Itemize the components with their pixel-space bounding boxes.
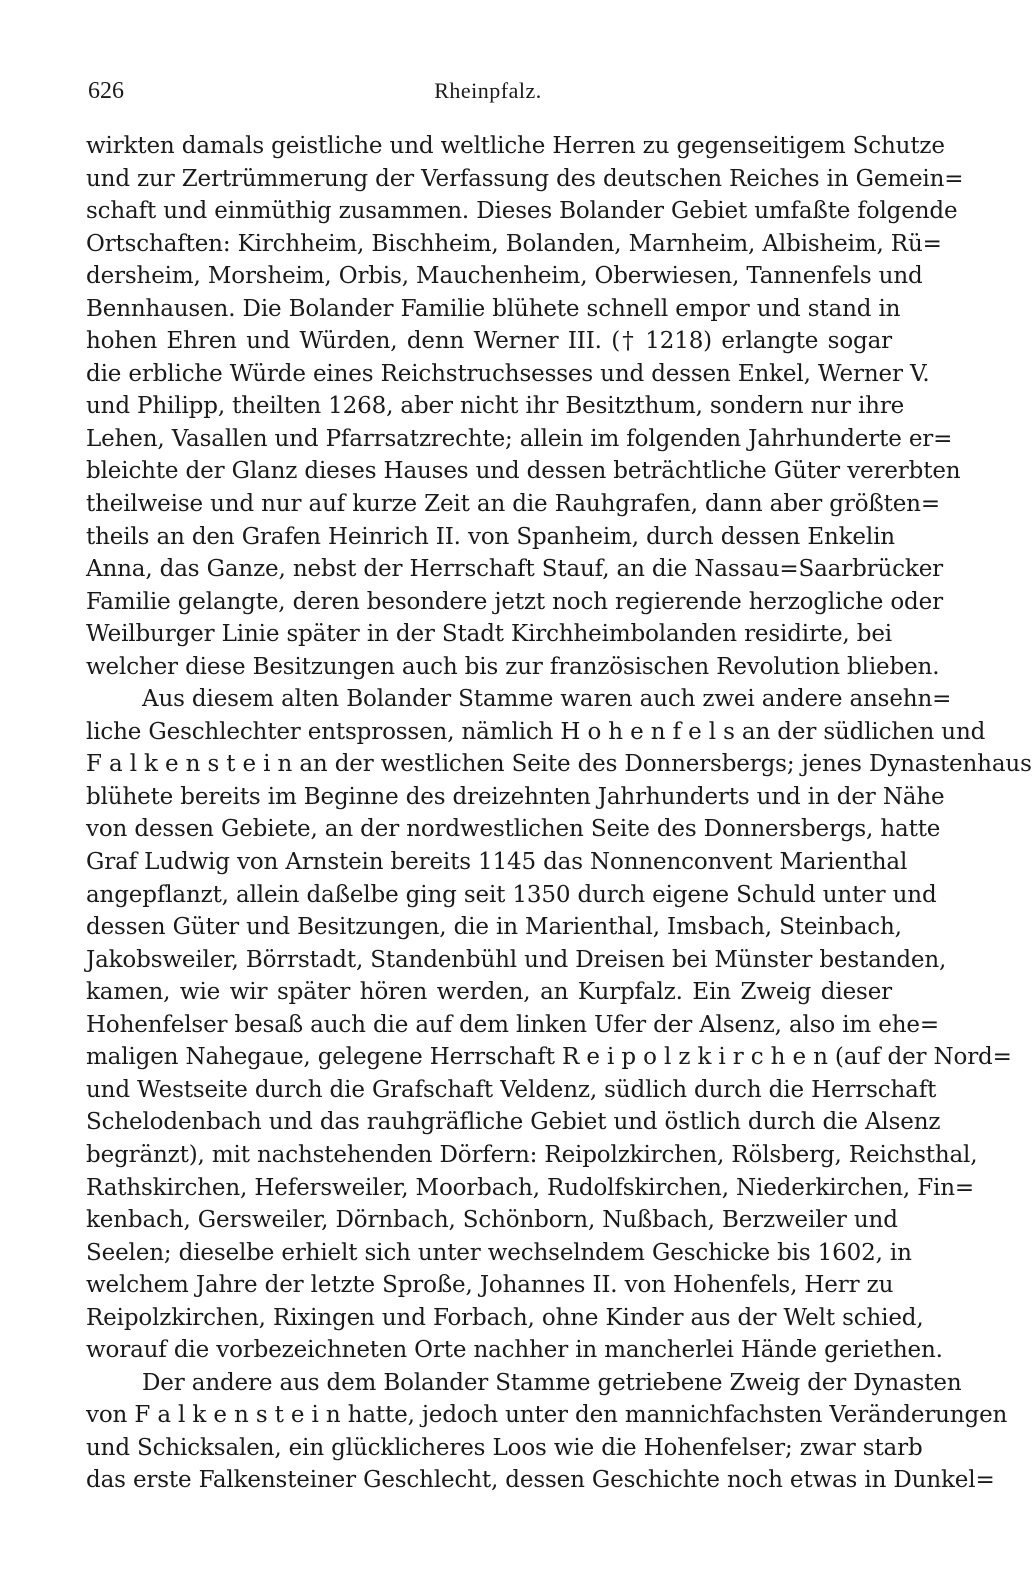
text-line: hohen Ehren und Würden, denn Werner III. († 1218) erlangte sogar: [86, 328, 892, 355]
text-line: begränzt), mit nachstehenden Dörfern: Reipolzkirchen, Rölsberg, Reichsthal,: [86, 1141, 978, 1168]
text-line: das erste Falkensteiner Geschlecht, dessen Geschichte noch etwas in Dunkel=: [86, 1467, 995, 1494]
text-line: dersheim, Morsheim, Orbis, Mauchenheim, Oberwiesen, Tannenfels und: [86, 263, 923, 290]
text-line: schaft und einmüthig zusammen. Dieses Bolander Gebiet umfaßte folgende: [86, 198, 958, 225]
text-line: Der andere aus dem Bolander Stamme getriebene Zweig der Dynasten: [142, 1369, 962, 1396]
text-line: Familie gelangte, deren besondere jetzt noch regierende herzogliche oder: [86, 588, 943, 615]
text-line: von dessen Gebiete, an der nordwestlichen Seite des Donnersbergs, hatte: [86, 816, 941, 843]
page-number: 626: [88, 78, 124, 104]
text-line: welchem Jahre der letzte Sproße, Johannes II. von Hohenfels, Herr zu: [86, 1272, 894, 1299]
text-line: Bennhausen. Die Bolander Familie blühete schnell empor und stand in: [86, 295, 901, 322]
text-line: Seelen; dieselbe erhielt sich unter wechselndem Geschicke bis 1602, in: [86, 1239, 912, 1266]
text-line: wirkten damals geistliche und weltliche Herren zu gegenseitigem Schutze: [86, 133, 945, 159]
text-line: Graf Ludwig von Arnstein bereits 1145 das Nonnenconvent Marienthal: [86, 849, 908, 876]
text-line: Schelodenbach und das rauhgräfliche Gebiet und östlich durch die Alsenz: [86, 1109, 941, 1136]
text-line: dessen Güter und Besitzungen, die in Marienthal, Imsbach, Steinbach,: [86, 914, 902, 941]
text-line: angepflanzt, allein daßelbe ging seit 1350 durch eigene Schuld unter und: [86, 881, 937, 908]
text-line: Ortschaften: Kirchheim, Bischheim, Bolanden, Marnheim, Albisheim, Rü=: [86, 230, 942, 257]
text-line: und zur Zertrümmerung der Verfassung des deutschen Reiches in Gemein=: [86, 165, 964, 192]
running-head: Rheinpfalz.: [434, 78, 542, 103]
text-line: und Westseite durch die Grafschaft Veldenz, südlich durch die Herrschaft: [86, 1076, 937, 1103]
text-line: Rathskirchen, Hefersweiler, Moorbach, Rudolfskirchen, Niederkirchen, Fin=: [86, 1174, 975, 1201]
text-line: Weilburger Linie später in der Stadt Kirchheimbolanden residirte, bei: [86, 621, 892, 648]
text-line: Lehen, Vasallen und Pfarrsatzrechte; allein im folgenden Jahrhunderte er=: [86, 425, 953, 452]
text-line: worauf die vorbezeichneten Orte nachher in mancherlei Hände geriethen.: [86, 1337, 943, 1364]
paragraph: [86, 1367, 1008, 1497]
text-line: welcher diese Besitzungen auch bis zur französischen Revolution blieben.: [86, 653, 940, 680]
text-line: Aus diesem alten Bolander Stamme waren auch zwei andere ansehn=: [142, 686, 952, 713]
text-line: Hohenfelser besaß auch die auf dem linken Ufer der Alsenz, also im ehe=: [86, 1011, 939, 1038]
text-line: bleichte der Glanz dieses Hauses und dessen beträchtliche Güter vererbten: [86, 458, 961, 485]
text-line: Reipolzkirchen, Rixingen und Forbach, ohne Kinder aus der Welt schied,: [86, 1304, 924, 1331]
text-line: maligen Nahegaue, gelegene Herrschaft R e i p o l z k i r c h e n (auf der Nord=: [86, 1044, 1012, 1071]
text-line: Jakobsweiler, Börrstadt, Standenbühl und Dreisen bei Münster bestanden,: [86, 946, 947, 973]
text-line: liche Geschlechter entsprossen, nämlich H o h e n f e l s an der südlichen und: [86, 718, 986, 745]
text-line: blühete bereits im Beginne des dreizehnten Jahrhunderts und in der Nähe: [86, 783, 945, 810]
text-line: und Schicksalen, ein glücklicheres Loos wie die Hohenfelser; zwar starb: [86, 1434, 923, 1461]
text-line: von F a l k e n s t e i n hatte, jedoch unter den mannichfachsten Veränderungen: [86, 1402, 1008, 1429]
text-line: F a l k e n s t e i n an der westlichen Seite des Donnersbergs; jenes Dynastenhaus: [86, 751, 1032, 778]
text-line: kamen, wie wir später hören werden, an Kurpfalz. Ein Zweig dieser: [86, 979, 892, 1006]
body-text: [86, 130, 1032, 1497]
text-line: die erbliche Würde eines Reichstruchsesses und dessen Enkel, Werner V.: [86, 360, 930, 387]
page-header: [88, 72, 888, 112]
text-line: theilweise und nur auf kurze Zeit an die Rauhgrafen, dann aber größten=: [86, 491, 940, 518]
text-line: theils an den Grafen Heinrich II. von Spanheim, durch dessen Enkelin: [86, 523, 895, 550]
text-line: kenbach, Gersweiler, Dörnbach, Schönborn, Nußbach, Berzweiler und: [86, 1207, 898, 1234]
paragraph: [86, 683, 1032, 1366]
text-line: und Philipp, theilten 1268, aber nicht ihr Besitzthum, sondern nur ihre: [86, 393, 905, 420]
text-line: Anna, das Ganze, nebst der Herrschaft Stauf, an die Nassau=Saarbrücker: [86, 556, 943, 583]
paragraph: [86, 130, 964, 683]
